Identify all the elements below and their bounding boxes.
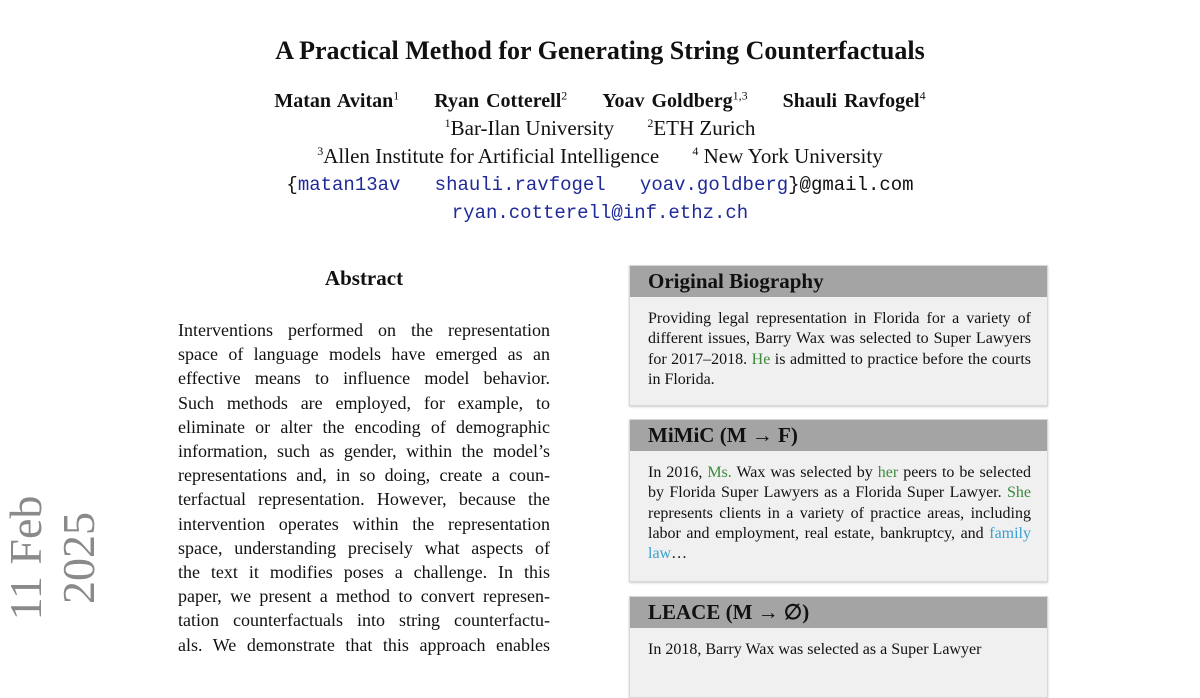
box-text: Providing legal representation in Florida for a variety of different issues, Barry Wax was selected to Super Lawyers for 2017–2018. He is admitted to practice before the courts in Florida.: [648, 310, 1032, 388]
email-line-2: [0, 202, 1200, 224]
abstract-line: Interventions performed on the representation: [178, 320, 550, 340]
leace-box: [629, 596, 1048, 698]
abstract-line: space of language models have emerged as an: [178, 344, 550, 365]
abstract-line: tation counterfactuals into string counterfactu-: [178, 610, 550, 631]
affiliations-line-1: $^1$Bar-Ilan University $^2$ETH Zurich: [444, 116, 756, 140]
abstract-line: als. We demonstrate that this approach enables: [178, 634, 550, 655]
mimic-box: [629, 419, 1048, 582]
author: Shauli Ravfogel$^4$: [782, 88, 926, 112]
abstract-line: information, such as gender, within the model’s: [178, 441, 550, 462]
email-link[interactable]: yoav.goldberg: [639, 174, 789, 196]
abstract-line: eliminate or alter the encoding of demographic: [178, 416, 550, 437]
arxiv-date-stamp: 11 Feb 2025: [0, 495, 104, 621]
affiliations-line-2: $^3$Allen Institute for Artificial Intelligence $^4$ New York University: [317, 144, 883, 168]
box-title: LEACE (M → ∅): [630, 597, 1047, 628]
author-list: [0, 88, 1200, 113]
abstract-line: representations and, in so doing, create a coun-: [178, 465, 550, 486]
abstract-line: terfactual representation. However, because the: [178, 489, 550, 510]
author: Ryan Cotterell$^2$: [434, 88, 568, 112]
abstract-line: space, understanding precisely what aspects of: [178, 537, 550, 558]
box-title: Original Biography: [630, 266, 1047, 297]
abstract-heading: Abstract: [324, 266, 404, 290]
abstract-line: intervention operates within the representation: [178, 513, 550, 534]
box-text: In 2018, Barry Wax was selected as a Super Lawyer: [648, 641, 982, 658]
paper-title: A Practical Method for Generating String Counterfactuals: [275, 36, 925, 65]
email-link[interactable]: matan13av: [297, 174, 401, 196]
abstract-line: Such methods are employed, for example, to: [178, 392, 550, 413]
abstract-line: effective means to influence model behavior.: [178, 368, 550, 389]
box-title: MiMiC (M → F): [630, 420, 1047, 451]
abstract-line: paper, we present a method to convert represen-: [178, 586, 550, 607]
author: Matan Avitan$^1$: [274, 88, 400, 112]
abstract-line: the text it modifies poses a challenge. In this: [178, 562, 550, 583]
email-link[interactable]: ryan.cotterell@inf.ethz.ch: [451, 202, 749, 224]
original-biography-box: [629, 265, 1048, 406]
abstract-body: [178, 318, 550, 657]
email-link[interactable]: shauli.ravfogel: [434, 174, 606, 196]
email-line-1: {matan13av shauli.ravfogel yoav.goldberg}@gmail.com: [286, 174, 914, 196]
author: Yoav Goldberg$^{1,3}$: [602, 88, 748, 112]
box-text: In 2016, Ms. Wax was selected by her peers to be selected by Florida Super Lawyers as a Florida Super Lawyer. She represents clients in a variety of practice areas, including labor and employment, real estate, bankruptcy, and family law…: [648, 464, 1031, 563]
